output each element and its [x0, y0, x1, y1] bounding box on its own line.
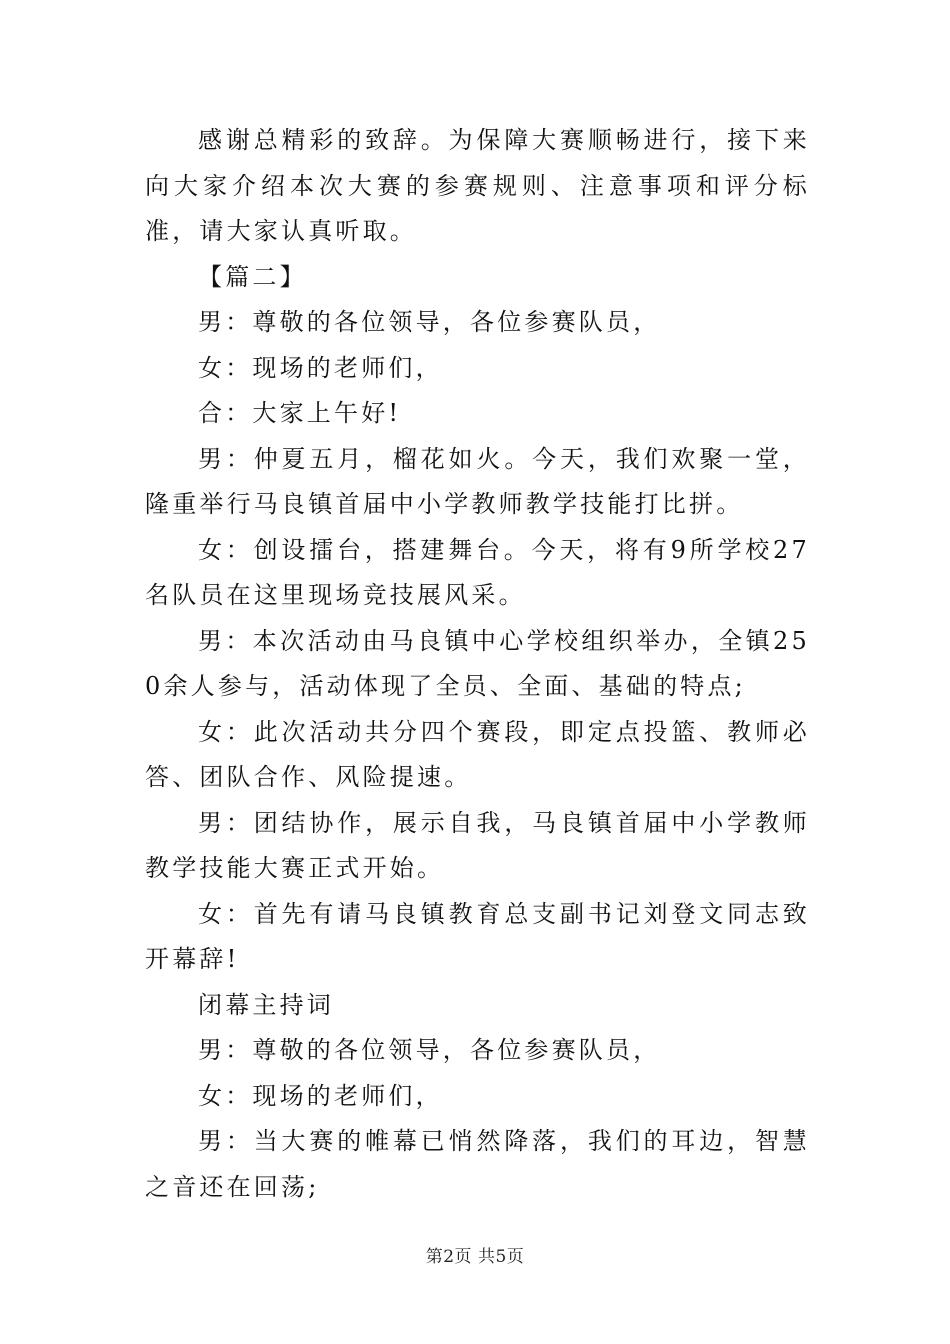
paragraph: 男：当大赛的帷幕已悄然降落，我们的耳边，智慧之音还在回荡; — [145, 1127, 810, 1201]
paragraph: 女：现场的老师们， — [198, 1081, 443, 1110]
paragraph: 合：大家上午好! — [198, 399, 402, 427]
paragraph: 感谢总精彩的致辞。为保障大赛顺畅进行，接下来向大家介绍本次大赛的参赛规则、注意事项和评分标准，请大家认真听取。 — [145, 126, 810, 245]
document-body — [145, 118, 810, 1210]
paragraph: 女：首先有请马良镇教育总支副书记刘登文同志致开幕辞! — [145, 899, 810, 973]
paragraph: 女：创设擂台，搭建舞台。今天，将有9所学校27名队员在这里现场竞技展风采。 — [145, 535, 810, 609]
paragraph: 女：此次活动共分四个赛段，即定点投篮、教师必答、团队合作、风险提速。 — [145, 717, 810, 791]
page-footer: 第2页 共5页 — [425, 1247, 525, 1267]
paragraph: 男：尊敬的各位领导，各位参赛队员， — [198, 1036, 661, 1064]
section-heading: 【篇二】 — [198, 262, 307, 291]
paragraph: 女：现场的老师们， — [198, 353, 443, 382]
paragraph: 男：本次活动由马良镇中心学校组织举办，全镇250余人参与，活动体现了全员、全面、基础的特点; — [145, 626, 810, 700]
paragraph: 男：尊敬的各位领导，各位参赛队员， — [198, 308, 661, 336]
paragraph: 男：仲夏五月，榴花如火。今天，我们欢聚一堂，隆重举行马良镇首届中小学教师教学技能打比拼。 — [145, 444, 810, 518]
paragraph: 男：团结协作，展示自我，马良镇首届中小学教师教学技能大赛正式开始。 — [145, 808, 810, 882]
section-heading: 闭幕主持词 — [198, 990, 334, 1019]
